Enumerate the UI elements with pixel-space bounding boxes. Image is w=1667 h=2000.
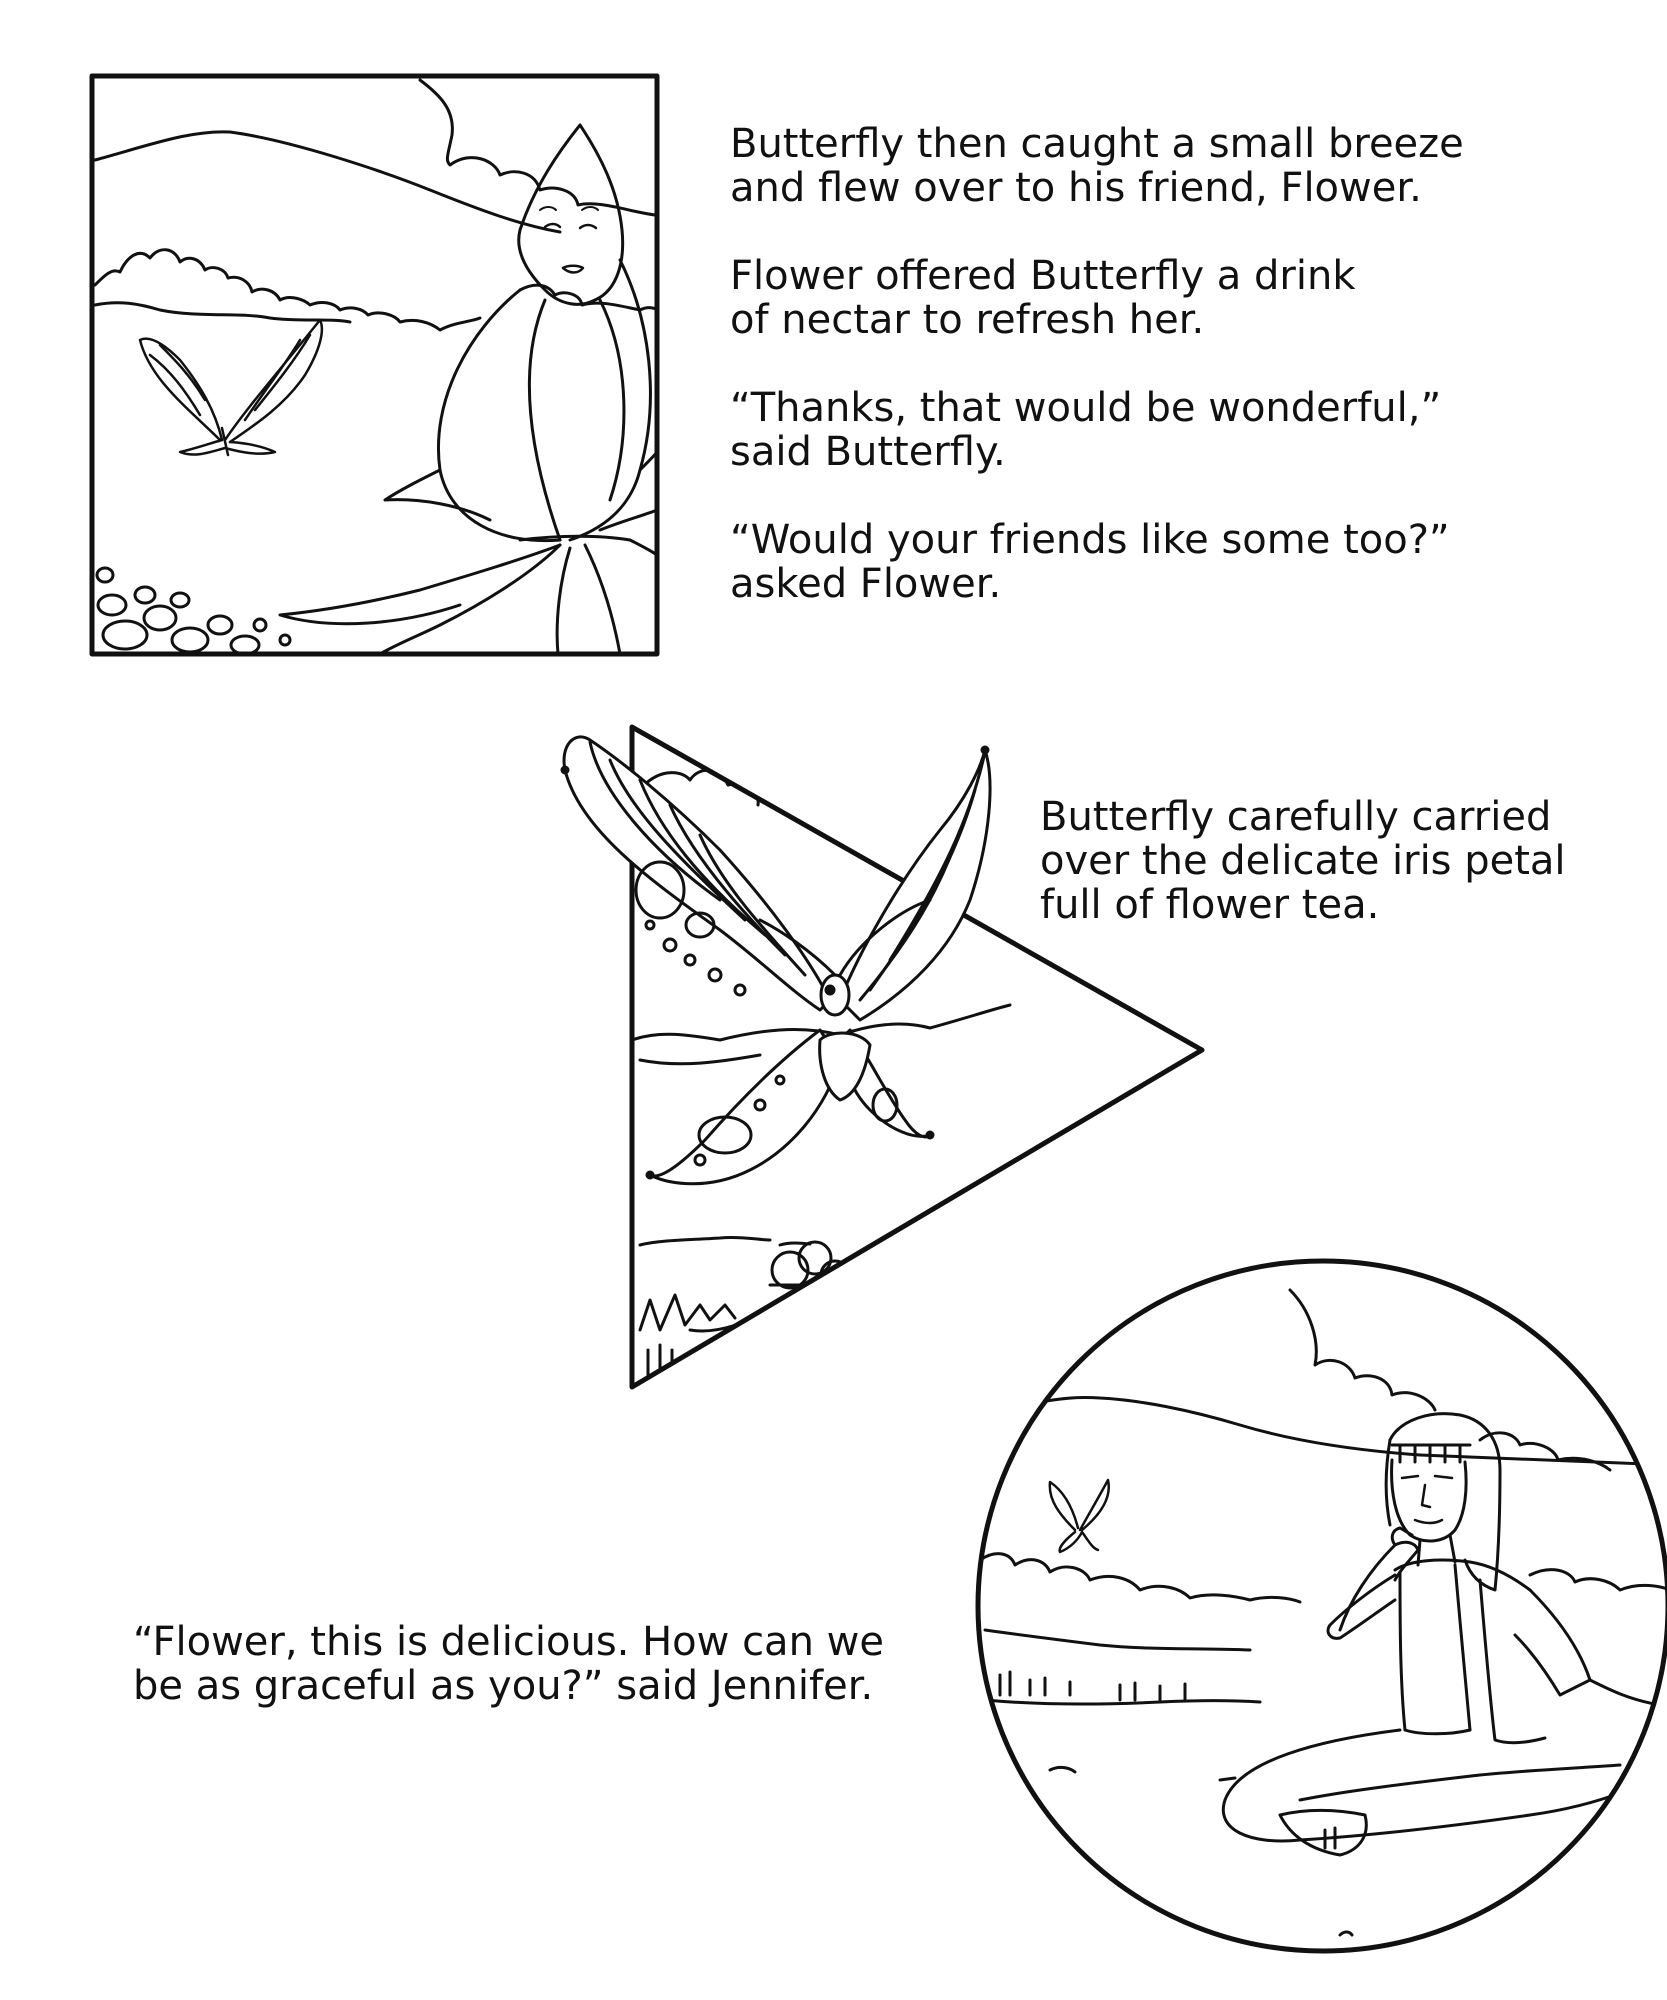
butterfly-icon — [1050, 1480, 1109, 1552]
story-line: and flew over to his friend, Flower. — [730, 165, 1422, 211]
story-text-circle — [133, 1620, 1013, 1708]
butterfly-icon — [140, 320, 322, 455]
story-paragraph — [133, 1620, 1013, 1708]
story-line: of nectar to refresh her. — [730, 297, 1205, 343]
bush-icon — [97, 568, 290, 654]
story-line: said Butterfly. — [730, 429, 1006, 475]
mountain-icon — [985, 1397, 1667, 1465]
story-line: full of flower tea. — [1040, 882, 1380, 928]
story-line: asked Flower. — [730, 561, 1002, 607]
story-line: Butterfly then caught a small breeze — [730, 121, 1464, 167]
story-line: “Would your friends like some too?” — [730, 517, 1450, 563]
story-line: Flower offered Butterfly a drink — [730, 253, 1356, 299]
story-text-triangle — [1040, 795, 1660, 927]
story-line: “Thanks, that would be wonderful,” — [730, 385, 1442, 431]
square-panel — [92, 76, 657, 654]
tree-line-icon — [980, 1554, 1300, 1602]
grass-icon — [640, 1295, 735, 1330]
circle-panel — [978, 1261, 1667, 1951]
story-line: over the delicate iris petal — [1040, 838, 1566, 884]
story-text-square — [730, 122, 1630, 606]
butterfly-icon — [562, 737, 990, 1184]
story-paragraph — [730, 518, 1630, 606]
story-line: Butterfly carefully carried — [1040, 794, 1552, 840]
cloud-icon — [420, 80, 655, 215]
story-line: “Flower, this is delicious. How can we — [133, 1619, 884, 1665]
mountain-icon — [95, 132, 560, 232]
cloud-icon — [1290, 1290, 1435, 1410]
bush-icon — [770, 1242, 860, 1289]
story-paragraph — [1040, 795, 1660, 927]
girl-character-icon — [1223, 1414, 1660, 1855]
story-paragraph — [730, 254, 1630, 342]
story-line: be as graceful as you?” said Jennifer. — [133, 1663, 874, 1709]
story-paragraph — [730, 386, 1630, 474]
story-paragraph — [730, 122, 1630, 210]
